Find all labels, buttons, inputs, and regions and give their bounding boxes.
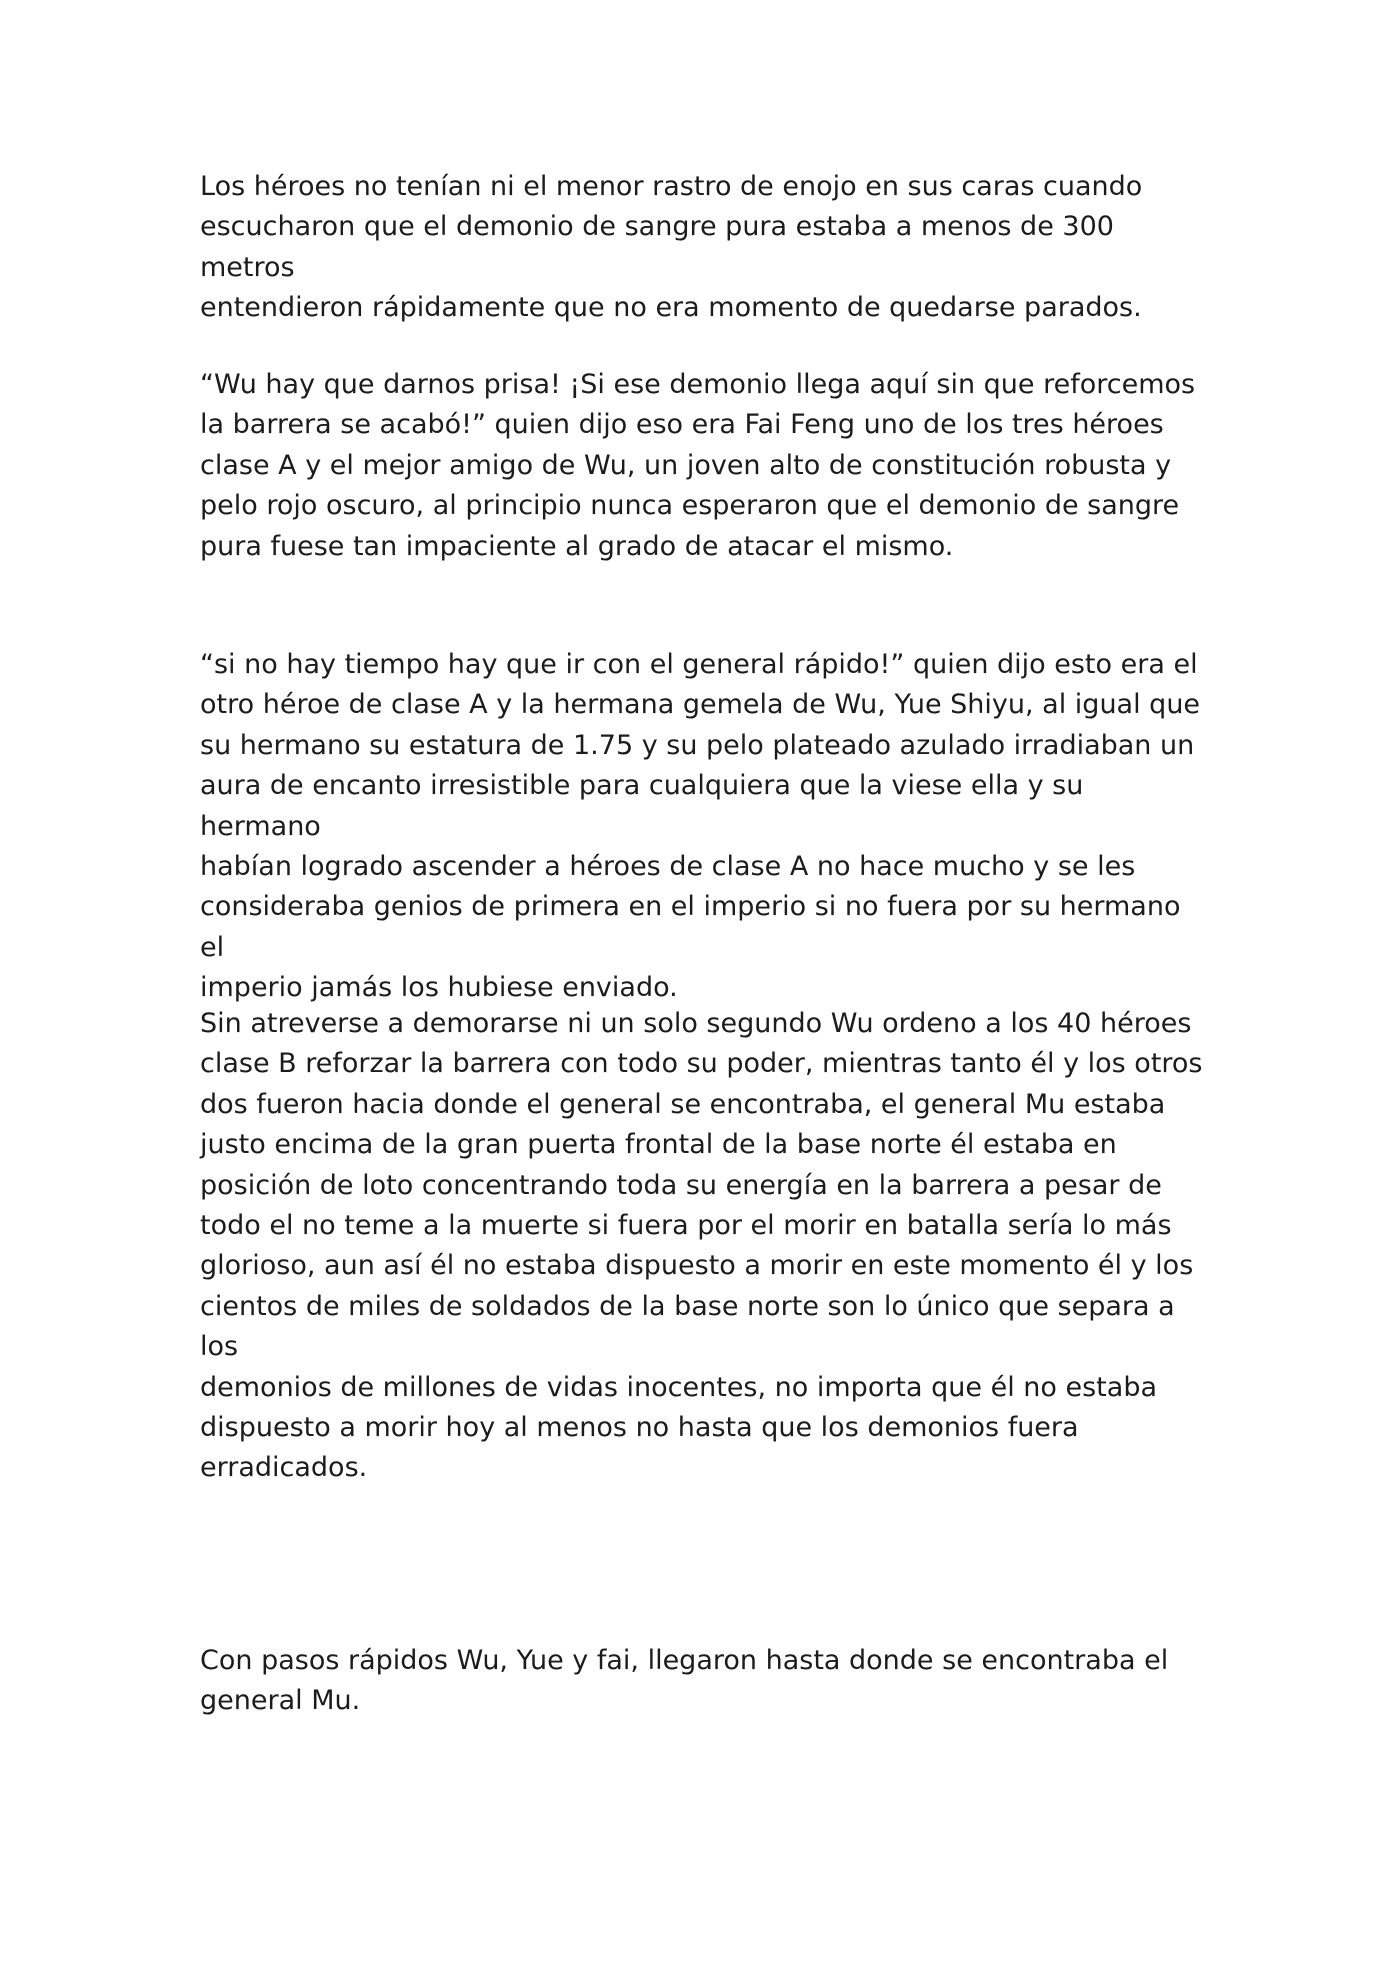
paragraph-3: “si no hay tiempo hay que ir con el general rápido!” quien dijo esto era el otro héroe de clase A y la hermana gemela de Wu, Yue Shiyu, al igual que su hermano su estatura de 1.75 y su pelo plateado azulado irradiaban un aura de encanto irresistible para cualquiera que la viese ella y su hermano habían logrado ascender a héroes de clase A no hace mucho y se les consideraba genios de primera en el imperio si no fuera por su hermano el imperio jamás los hubiese enviado. <box>200 649 1201 1004</box>
paragraph-2: “Wu hay que darnos prisa! ¡Si ese demonio llega aquí sin que reforcemos la barrera se acabó!” quien dijo eso era Fai Feng uno de los tres héroes clase A y el mejor amigo de Wu, un joven alto de constitución robusta y pelo rojo oscuro, al principio nunca esperaron que el demonio de sangre pura fuese tan impaciente al grado de atacar el mismo. <box>200 369 1196 562</box>
paragraph-1: Los héroes no tenían ni el menor rastro de enojo en sus caras cuando escucharon que el demonio de sangre pura estaba a menos de 300 metros entendieron rápidamente que no era momento de quedarse parados. <box>200 171 1143 324</box>
paragraph-5: Con pasos rápidos Wu, Yue y fai, llegaron hasta donde se encontraba el general Mu. <box>200 1645 1169 1717</box>
paragraph-4: Sin atreverse a demorarse ni un solo segundo Wu ordeno a los 40 héroes clase B reforzar la barrera con todo su poder, mientras tanto él y los otros dos fueron hacia donde el general se encontraba, el general Mu estaba justo encima de la gran puerta frontal de la base norte él estaba en posición de loto concentrando toda su energía en la barrera a pesar de todo el no teme a la muerte si fuera por el morir en batalla sería lo más glorioso, aun así él no estaba dispuesto a morir en este momento él y los cientos de miles de soldados de la base norte son lo único que separa a los demonios de millones de vidas inocentes, no importa que él no estaba dispuesto a morir hoy al menos no hasta que los demonios fuera erradicados. <box>200 1008 1203 1484</box>
